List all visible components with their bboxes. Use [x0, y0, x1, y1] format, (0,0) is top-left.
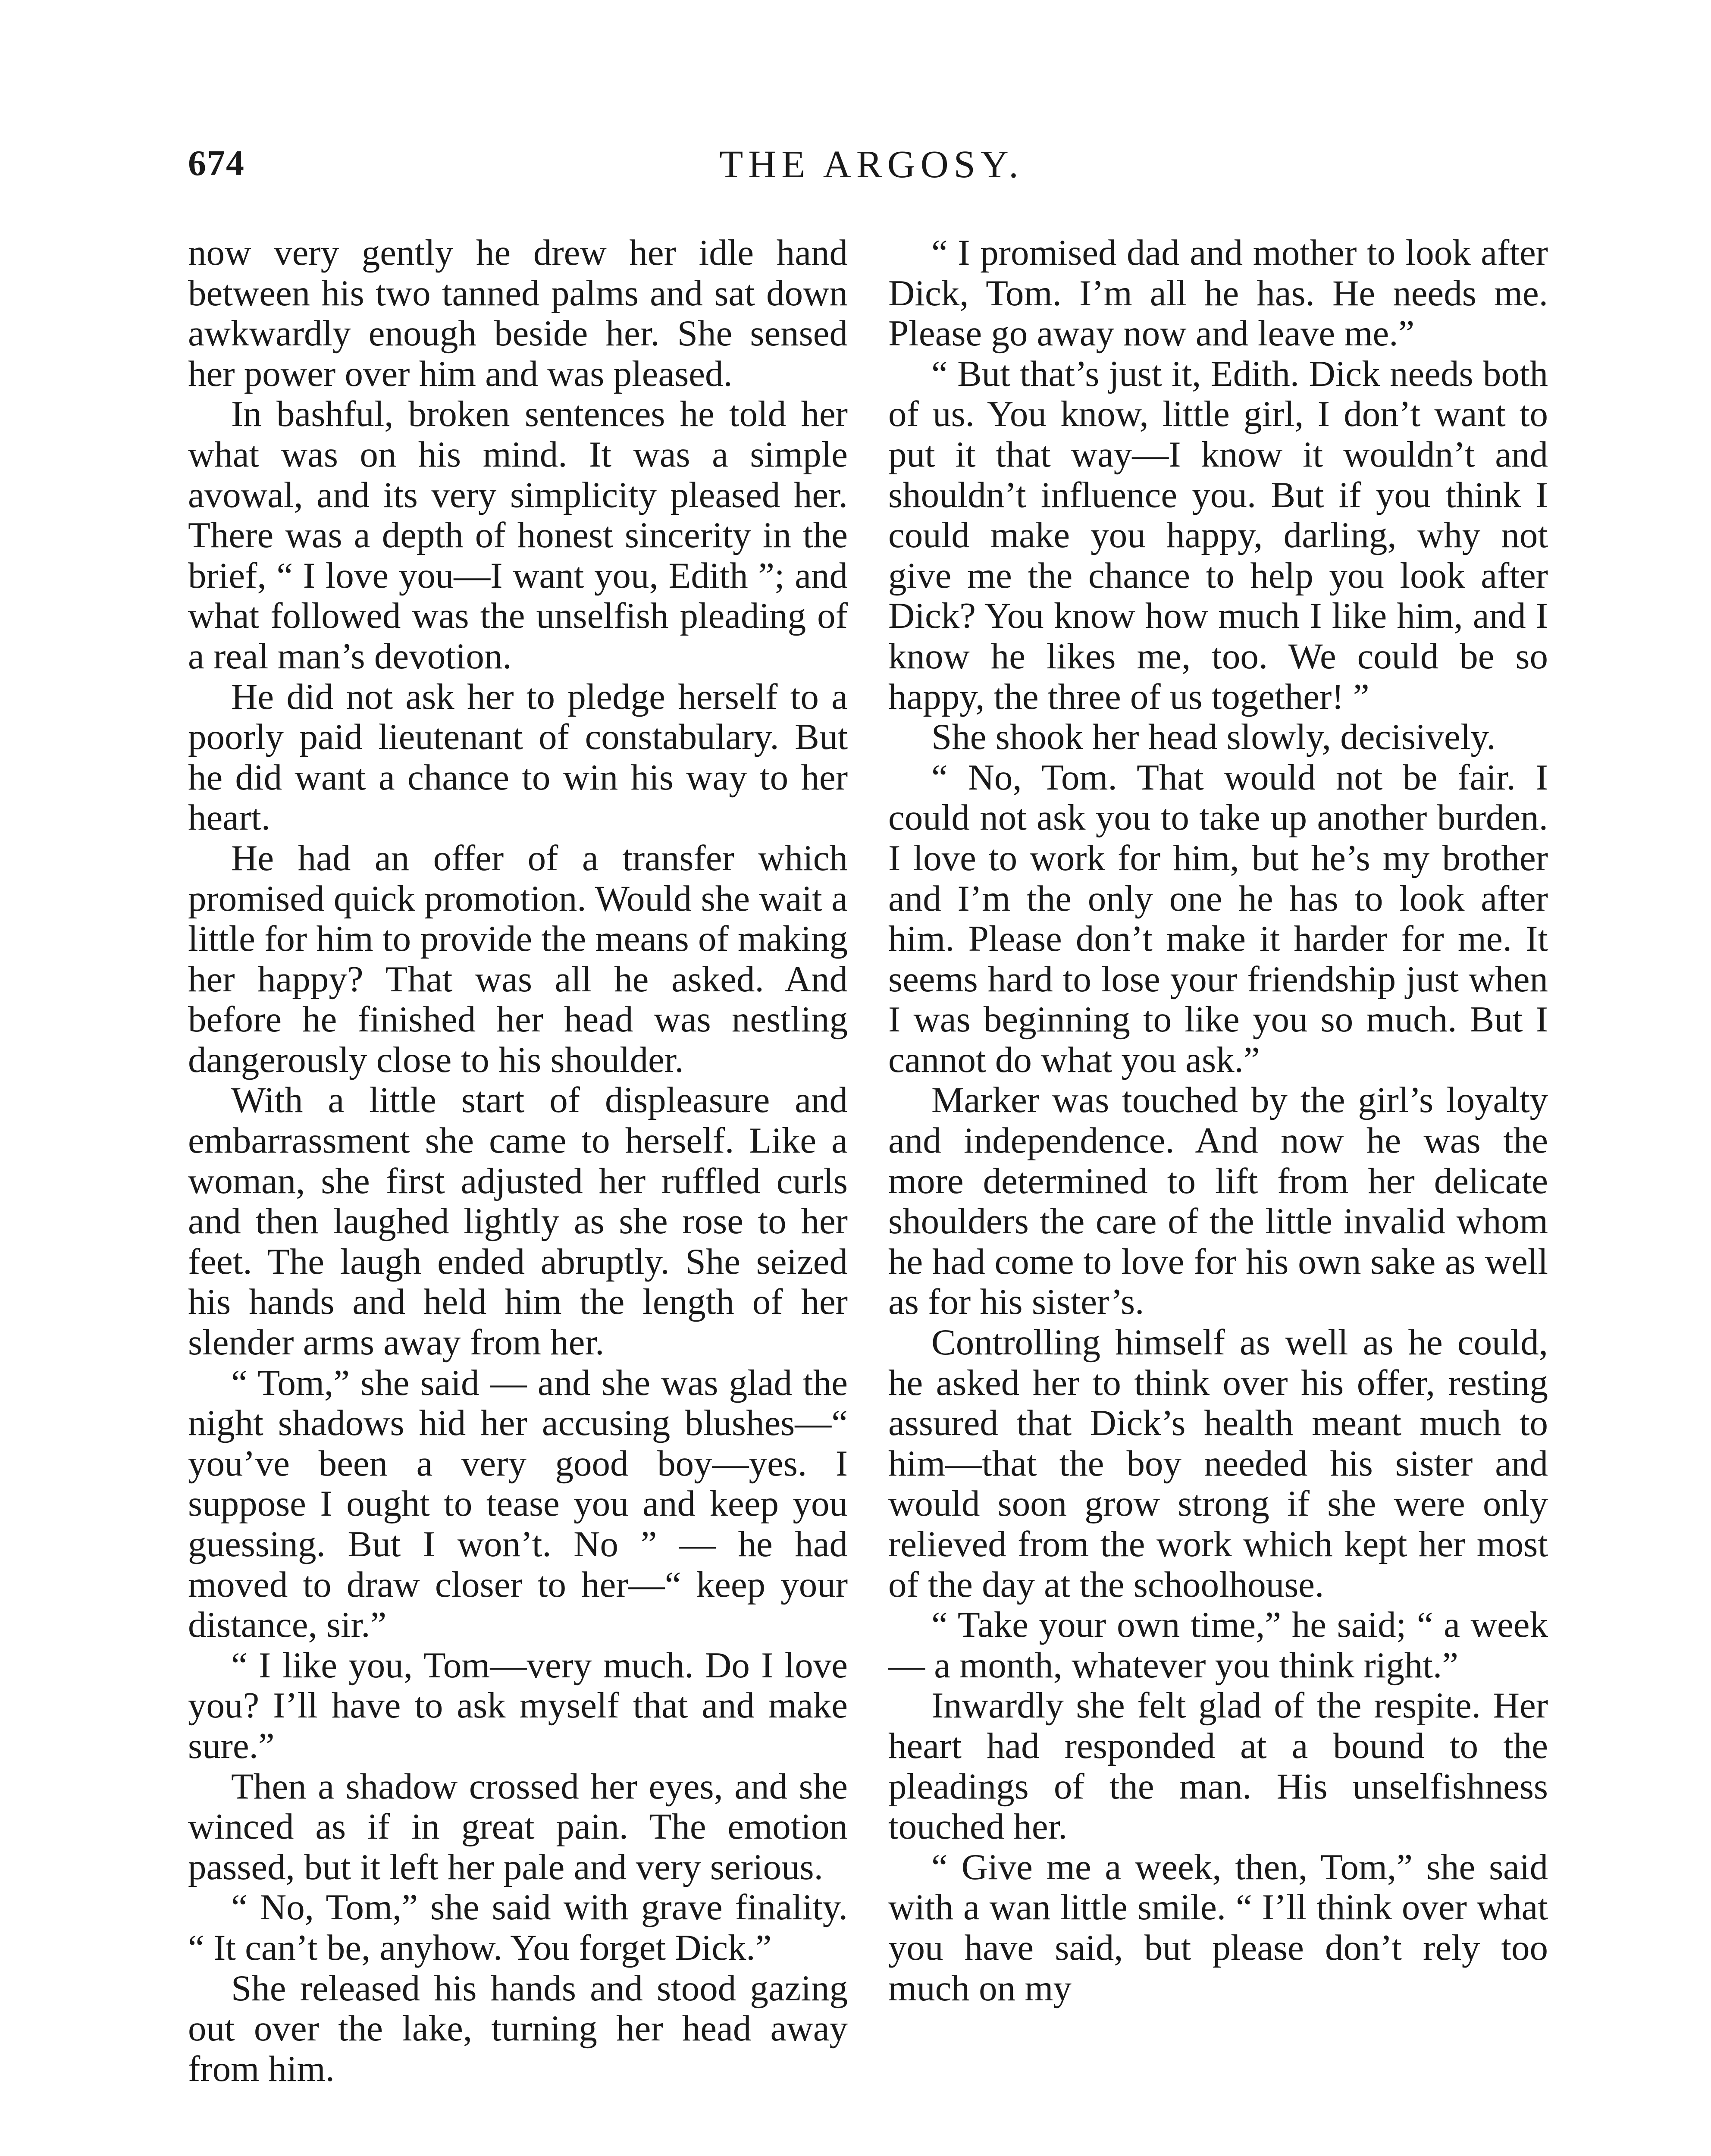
paragraph: “ I promised dad and mother to look after Dick, Tom. I’m all he has. He needs me. Please go away now and leave me.” [888, 232, 1548, 354]
paragraph: “ Take your own time,” he said; “ a week — a month, whatever you think right.” [888, 1604, 1548, 1686]
page-number: 674 [188, 143, 245, 183]
paragraph: He had an offer of a transfer which promised quick promotion. Would she wait a little for him to provide the means of making her happy? That was all he asked. And before he finished her head was nestling dangerously close to his shoulder. [188, 837, 848, 1080]
paragraph: With a little start of displeasure and embarrassment she came to herself. Like a woman, she first adjusted her ruffled curls and then laughed lightly as she rose to her feet. The laugh ended abruptly. She seized his hands and held him the length of her slender arms away from her. [188, 1080, 848, 1363]
paragraph: “ No, Tom. That would not be fair. I could not ask you to take up another burden. I love to work for him, but he’s my brother and I’m the only one he has to look after him. Please don’t make it harder for me. It seems hard to lose your friendship just when I was beginning to like you so much. But I cannot do what you ask.” [888, 757, 1548, 1080]
paragraph: Then a shadow crossed her eyes, and she winced as if in great pain. The emotion passed, but it left her pale and very serious. [188, 1766, 848, 1887]
paragraph: He did not ask her to pledge herself to a poorly paid lieutenant of constabulary. But he did want a chance to win his way to her heart. [188, 676, 848, 838]
paragraph: In bashful, broken sentences he told her what was on his mind. It was a simple avowal, and its very simplicity pleased her. There was a depth of honest sincerity in the brief, “ I love you—I want you, Edith ”; and what followed was the unselfish pleading of a real man’s devotion. [188, 394, 848, 677]
paragraph: now very gently he drew her idle hand between his two tanned palms and sat down awkwardly enough beside her. She sensed her power over him and was pleased. [188, 232, 848, 394]
left-column [188, 233, 848, 2089]
paragraph: “ Give me a week, then, Tom,” she said with a wan little smile. “ I’ll think over what you have said, but please don’t rely too much on my [888, 1846, 1548, 2009]
paragraph: “ But that’s just it, Edith. Dick needs both of us. You know, little girl, I don’t want to put it that way—I know it wouldn’t and shouldn’t influence you. But if you think I could make you happy, darling, why not give me the chance to help you look after Dick? You know how much I like him, and I know he likes me, too. We could be so happy, the three of us together! ” [888, 353, 1548, 717]
journal-title: THE ARGOSY. [719, 143, 1024, 186]
paragraph: Controlling himself as well as he could, he asked her to think over his offer, resting assured that Dick’s health meant much to him—that the boy needed his sister and would soon grow strong if she were only relieved from the work which kept her most of the day at the schoolhouse. [888, 1322, 1548, 1605]
paragraph: Inwardly she felt glad of the respite. Her heart had responded at a bound to the pleadings of the man. His unselfishness touched her. [888, 1685, 1548, 1847]
paragraph: “ I like you, Tom—very much. Do I love you? I’ll have to ask myself that and make sure.” [188, 1645, 848, 1766]
running-head [188, 142, 1555, 203]
paragraph: Marker was touched by the girl’s loyalty and independence. And now he was the more determined to lift from her delicate shoulders the care of the little invalid whom he had come to love for his own sake as well as for his sister’s. [888, 1080, 1548, 1322]
paragraph: She shook her head slowly, decisively. [931, 717, 1496, 758]
paragraph: “ No, Tom,” she said with grave finality. “ It can’t be, anyhow. You forget Dick.” [188, 1887, 848, 1968]
paragraph: She released his hands and stood gazing out over the lake, turning her head away from him. [188, 1968, 848, 2089]
right-column [888, 233, 1548, 2009]
paragraph: “ Tom,” she said — and she was glad the night shadows hid her accusing blushes—“ you’ve been a very good boy—yes. I suppose I ought to tease you and keep you guessing. But I won’t. No ” — he had moved to draw closer to her—“ keep your distance, sir.” [188, 1362, 848, 1645]
